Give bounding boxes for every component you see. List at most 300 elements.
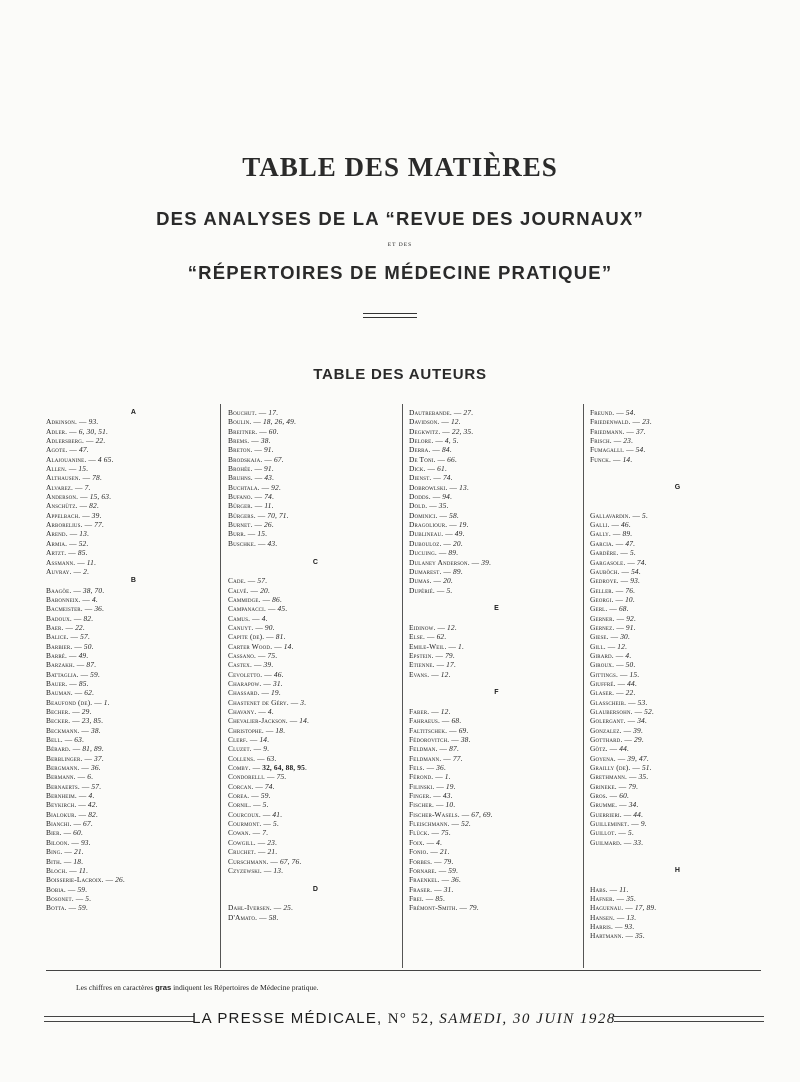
entry-separator: . —	[423, 632, 437, 642]
page-refs: 59	[77, 884, 86, 894]
author-entry	[409, 772, 584, 781]
author-name: Berblinger	[46, 753, 81, 763]
author-entry	[409, 492, 584, 501]
entry-terminator: .	[638, 566, 641, 576]
author-name: Bing	[46, 847, 61, 857]
author-entry	[228, 483, 403, 492]
author-name: Beykirch	[46, 800, 75, 810]
author-name: Calvé	[228, 585, 247, 595]
entry-terminator: .	[461, 641, 464, 651]
page-refs: 58	[268, 912, 277, 922]
author-name: Breitner	[228, 426, 256, 436]
page-refs: 11	[619, 884, 627, 894]
entry-separator: . —	[68, 744, 83, 754]
page-refs: 81, 89	[82, 744, 102, 754]
author-name: Cowgill	[228, 837, 254, 847]
entry-separator: . —	[249, 660, 264, 670]
author-column-4	[590, 408, 765, 966]
page-refs: 46	[621, 520, 629, 530]
entry-separator: . —	[628, 510, 643, 520]
entry-terminator: .	[271, 445, 274, 455]
entry-separator: . —	[449, 408, 464, 417]
author-entry	[590, 772, 765, 781]
page-refs: 79	[445, 650, 453, 660]
entry-terminator: .	[649, 417, 652, 427]
entry-terminator: .	[451, 856, 454, 866]
author-entry	[590, 660, 765, 669]
author-entry	[46, 520, 221, 529]
entry-terminator: .	[86, 865, 88, 875]
author-entry	[228, 529, 403, 538]
page-refs: 39	[481, 557, 489, 567]
author-entry	[409, 520, 584, 529]
section-letter: B	[130, 577, 137, 585]
page-refs: 18	[275, 725, 284, 735]
author-entry	[46, 586, 221, 595]
author-entry	[409, 800, 584, 809]
entry-separator: . —	[245, 735, 260, 745]
entry-separator: . —	[263, 604, 278, 614]
author-name: Barré	[46, 650, 66, 660]
page-refs: 39	[263, 660, 272, 670]
page-refs: 17	[268, 408, 277, 417]
author-name: Feldmann	[409, 753, 440, 763]
author-entry	[590, 539, 765, 548]
entry-terminator: .	[98, 763, 101, 773]
author-entry	[228, 857, 403, 866]
page-refs: 19	[271, 688, 279, 698]
author-entry	[590, 445, 765, 454]
page-refs: 12	[450, 417, 459, 427]
entry-terminator: .	[88, 482, 91, 492]
entry-separator: . —	[621, 931, 636, 941]
entry-terminator: .	[453, 800, 456, 810]
entry-separator: . —	[68, 707, 82, 716]
page-refs: 63	[266, 753, 275, 763]
entry-terminator: .	[266, 800, 269, 810]
author-name: Fleischmann	[409, 819, 448, 829]
page-refs: 43	[264, 473, 273, 483]
entry-terminator: .	[450, 585, 453, 595]
author-entry	[46, 445, 221, 454]
entry-separator: . —	[611, 594, 626, 604]
author-name: Gerl	[590, 604, 606, 614]
page-refs: 39	[91, 510, 100, 520]
author-name: Agote	[46, 445, 66, 455]
entry-separator: . —	[445, 482, 460, 492]
entry-terminator: .	[643, 426, 646, 436]
section-letter: H	[674, 866, 681, 874]
page-refs: 4	[267, 707, 272, 716]
author-entry	[590, 408, 765, 417]
entry-separator: . —	[438, 426, 452, 436]
author-entry	[228, 455, 403, 464]
entry-separator: . —	[90, 697, 104, 707]
spacer	[590, 875, 765, 884]
page-refs: 4	[88, 791, 93, 801]
entry-terminator: .	[272, 622, 275, 632]
entry-terminator: .	[466, 725, 469, 735]
entry-separator: . —	[250, 501, 265, 511]
page-refs: 38, 70	[82, 585, 103, 595]
page-refs: 4, 5	[444, 436, 457, 446]
author-entry	[590, 417, 765, 426]
entry-terminator: .	[629, 650, 632, 660]
author-entry	[590, 436, 765, 445]
entry-terminator: .	[476, 903, 479, 913]
author-entry	[46, 455, 221, 464]
author-entry	[409, 660, 584, 669]
author-name: Comby	[228, 763, 249, 773]
author-name: Gros	[590, 791, 606, 801]
entry-separator: . —	[425, 501, 439, 511]
page-refs: 4	[91, 594, 96, 604]
author-name: Etienne	[409, 660, 433, 670]
author-name: Gally	[590, 529, 609, 539]
author-name: Courcoux	[228, 809, 259, 819]
entry-separator: . —	[445, 725, 459, 735]
entry-terminator: .	[281, 865, 284, 875]
page-refs: 38	[460, 735, 469, 745]
entry-terminator: .	[271, 501, 274, 511]
author-name: Fraenkel	[409, 875, 438, 885]
author-name: Cowan	[228, 828, 249, 838]
author-name: Cassano	[228, 650, 254, 660]
author-entry	[409, 735, 584, 744]
entry-separator: . —	[426, 847, 440, 857]
spacer	[228, 567, 403, 576]
page-refs: 38	[90, 725, 99, 735]
author-entry	[228, 744, 403, 753]
page-refs: 89	[452, 566, 461, 576]
author-name: Fonio	[409, 847, 427, 857]
page-refs: 29	[633, 735, 642, 745]
entry-separator: . —	[429, 791, 443, 801]
author-name: Götz	[590, 744, 606, 754]
author-entry	[46, 800, 221, 809]
entry-separator: . —	[437, 875, 452, 885]
entry-terminator: .	[283, 632, 286, 642]
entry-terminator: .	[450, 576, 453, 586]
entry-separator: . —	[253, 510, 268, 520]
entry-separator: . —	[270, 641, 284, 651]
page-refs: 4 65	[97, 454, 112, 464]
entry-separator: . —	[286, 697, 301, 707]
author-name: Chavany	[228, 707, 255, 716]
entry-terminator: .	[462, 529, 465, 539]
page-refs: 21	[73, 847, 82, 857]
author-name: Emile-Weil	[409, 641, 445, 651]
entry-separator: . —	[77, 725, 91, 735]
author-entry	[46, 595, 221, 604]
entry-terminator: .	[454, 454, 457, 464]
page-refs: 60	[619, 791, 627, 801]
entry-terminator: .	[280, 809, 283, 819]
author-entry	[409, 726, 584, 735]
entry-separator: . —	[422, 837, 437, 847]
entry-terminator: .	[448, 707, 451, 716]
entry-separator: . —	[250, 492, 265, 502]
author-entry	[46, 436, 221, 445]
entry-separator: . —	[611, 585, 626, 595]
entry-terminator: .	[276, 819, 279, 829]
author-entry	[409, 885, 584, 894]
page-refs: 34	[637, 716, 645, 726]
page-refs: 69	[458, 725, 467, 735]
author-name: Guilleminet	[590, 819, 628, 829]
entry-separator: . —	[250, 473, 265, 483]
entry-separator: . —	[444, 641, 458, 651]
column-divider	[583, 404, 584, 968]
author-entry	[46, 772, 221, 781]
author-name: Girard	[590, 650, 612, 660]
entry-separator: . —	[250, 464, 265, 474]
entry-separator: . —	[250, 520, 265, 530]
entry-separator: . —	[249, 800, 263, 810]
author-name: Bürger	[228, 501, 251, 511]
entry-terminator: .	[644, 819, 647, 829]
page-refs: 43	[267, 538, 276, 548]
entry-separator: . —	[611, 538, 626, 548]
author-name: Chevalier-Jackson	[228, 716, 286, 726]
column-divider	[220, 404, 221, 968]
entry-separator: . —	[613, 753, 628, 763]
entry-separator: . —	[617, 566, 632, 576]
entry-terminator: .	[279, 594, 282, 604]
page-refs: 42	[87, 800, 96, 810]
author-entry	[46, 810, 221, 819]
author-entry	[46, 688, 221, 697]
page-refs: 2	[83, 566, 87, 576]
author-entry	[46, 885, 221, 894]
author-name: Haguenau	[590, 903, 622, 913]
entry-separator: . —	[59, 828, 74, 838]
entry-terminator: .	[280, 678, 283, 688]
page-refs: 30	[620, 632, 628, 642]
entry-separator: . —	[65, 426, 79, 436]
entry-terminator: .	[450, 791, 453, 801]
entry-separator: . —	[430, 856, 444, 866]
page-refs: 54	[625, 408, 634, 417]
author-name: Arend	[46, 529, 66, 539]
entry-terminator: .	[89, 893, 92, 903]
entry-terminator: .	[642, 931, 645, 941]
page-refs: 91	[263, 445, 272, 455]
page-refs: 59	[90, 669, 98, 679]
author-name: Funck	[590, 454, 610, 464]
spacer	[228, 875, 403, 884]
entry-separator: . —	[614, 781, 629, 791]
author-entry	[228, 688, 403, 697]
page-refs: 44	[633, 809, 641, 819]
section-title: TABLE DES AUTEURS	[313, 366, 487, 383]
footer-imprint	[44, 1010, 764, 1028]
author-entry	[46, 875, 221, 884]
author-name: Golergant	[590, 716, 624, 726]
entry-terminator: .	[440, 837, 443, 847]
entry-separator: . —	[614, 828, 628, 838]
author-entry	[46, 529, 221, 538]
author-entry	[228, 586, 403, 595]
page-refs: 79	[628, 781, 636, 791]
author-name: Frisch	[590, 436, 610, 446]
author-name: Foix	[409, 837, 423, 847]
author-name: Bauman	[46, 688, 71, 698]
page-refs: 32, 64, 88, 95	[262, 763, 305, 773]
entry-terminator: .	[624, 641, 627, 651]
author-entry	[228, 847, 403, 856]
page-refs: 7	[84, 482, 89, 492]
author-name: Biloon	[46, 837, 68, 847]
entry-terminator: .	[85, 884, 88, 894]
entry-terminator: .	[632, 594, 635, 604]
author-entry	[228, 464, 403, 473]
entry-separator: . —	[65, 529, 80, 539]
entry-separator: . —	[69, 585, 83, 595]
author-entry	[46, 427, 221, 436]
author-name: Gernez	[590, 622, 613, 632]
entry-separator: . —	[253, 650, 268, 660]
entry-separator: . —	[447, 819, 462, 829]
author-entry	[46, 847, 221, 856]
entry-separator: . —	[613, 678, 628, 688]
author-entry	[409, 567, 584, 576]
entry-terminator: .	[631, 828, 634, 838]
page-refs: 52	[78, 538, 87, 548]
entry-separator: . —	[625, 772, 639, 782]
page-refs: 35	[638, 772, 647, 782]
author-entry	[409, 651, 584, 660]
author-entry	[228, 828, 403, 837]
entry-terminator: .	[86, 529, 89, 539]
entry-terminator: .	[644, 716, 647, 726]
entry-separator: . —	[76, 492, 90, 502]
author-name: Becker	[46, 716, 69, 726]
author-entry	[409, 623, 584, 632]
author-name: Cade	[228, 576, 244, 586]
page-refs: 75	[441, 828, 449, 838]
author-name: Dodds	[409, 492, 429, 502]
entry-terminator: .	[101, 716, 104, 726]
entry-separator: . —	[65, 650, 79, 660]
entry-terminator: .	[99, 781, 102, 791]
page-refs: 41	[272, 809, 281, 819]
author-entry	[590, 688, 765, 697]
author-entry	[228, 445, 403, 454]
section-letter: F	[494, 689, 499, 697]
entry-separator: . —	[441, 529, 455, 539]
entry-terminator: .	[626, 744, 629, 754]
author-name: Cruchet	[228, 847, 254, 857]
entry-terminator: .	[80, 828, 83, 838]
entry-terminator: .	[95, 594, 98, 604]
page-refs: 22	[625, 688, 634, 698]
page-refs: 15	[78, 464, 87, 474]
author-name: Burnet	[228, 520, 251, 530]
page-refs: 92	[626, 613, 634, 623]
author-entry	[46, 819, 221, 828]
entry-separator: . —	[64, 548, 78, 558]
entry-separator: . —	[427, 828, 442, 838]
author-name: Anschütz	[46, 501, 76, 511]
page-refs: 5	[642, 510, 646, 520]
author-name: Barzakh	[46, 660, 73, 670]
entry-separator: . —	[608, 529, 623, 539]
entry-separator: . —	[605, 791, 620, 801]
author-name: Gauböch	[590, 566, 618, 576]
author-name: Althausen	[46, 473, 79, 483]
entry-terminator: .	[447, 847, 450, 857]
author-entry	[228, 800, 403, 809]
entry-terminator: .	[640, 725, 643, 735]
page-refs: 9	[640, 819, 645, 829]
page-refs: 82	[83, 613, 92, 623]
author-entry	[228, 427, 403, 436]
author-name: Adkinson	[46, 417, 76, 427]
author-entry	[228, 782, 403, 791]
page-refs: 43	[442, 791, 451, 801]
entry-terminator: .	[458, 875, 461, 885]
spacer	[590, 464, 765, 473]
author-name: Freund	[590, 408, 613, 417]
author-entry	[46, 679, 221, 688]
entry-separator: . —	[260, 454, 274, 464]
entry-separator: . —	[615, 669, 630, 679]
author-name: Habs	[590, 884, 606, 894]
author-name: Cornil	[228, 800, 250, 810]
entry-terminator: .	[304, 697, 307, 707]
page-refs: 39, 47	[627, 753, 647, 763]
author-entry	[409, 632, 584, 641]
entry-terminator: .	[285, 604, 288, 614]
author-column-3	[409, 408, 584, 966]
entry-terminator: .	[633, 660, 636, 670]
entry-terminator: .	[637, 669, 640, 679]
author-name: Botta	[46, 903, 65, 913]
entry-terminator: .	[97, 669, 100, 679]
author-entry	[46, 604, 221, 613]
author-entry	[590, 744, 765, 753]
entry-separator: . —	[620, 735, 634, 745]
page-refs: 93	[624, 921, 633, 931]
author-name: Dragoliour	[409, 520, 446, 530]
author-entry	[46, 567, 221, 576]
author-entry	[409, 501, 584, 510]
author-name: Condorelli	[228, 772, 264, 782]
spacer	[228, 894, 403, 903]
author-entry	[228, 417, 403, 426]
author-name: Camus	[228, 613, 249, 623]
author-entry	[590, 800, 765, 809]
author-name: Charapow	[228, 678, 260, 688]
author-entry	[409, 819, 584, 828]
entry-separator: . —	[69, 613, 84, 623]
author-entry	[228, 651, 403, 660]
entry-separator: . —	[432, 585, 447, 595]
page-refs: 4	[436, 837, 441, 847]
author-entry	[409, 436, 584, 445]
page-refs: 86	[272, 594, 280, 604]
author-entry	[590, 623, 765, 632]
entry-separator: . —	[250, 445, 264, 455]
entry-separator: . —	[251, 622, 265, 632]
author-name: Courmont	[228, 819, 260, 829]
entry-separator: . —	[63, 884, 78, 894]
author-name: Adler	[46, 426, 66, 436]
entry-separator: . —	[432, 781, 446, 791]
page-refs: 15	[257, 529, 266, 539]
author-name: Collens	[228, 753, 254, 763]
